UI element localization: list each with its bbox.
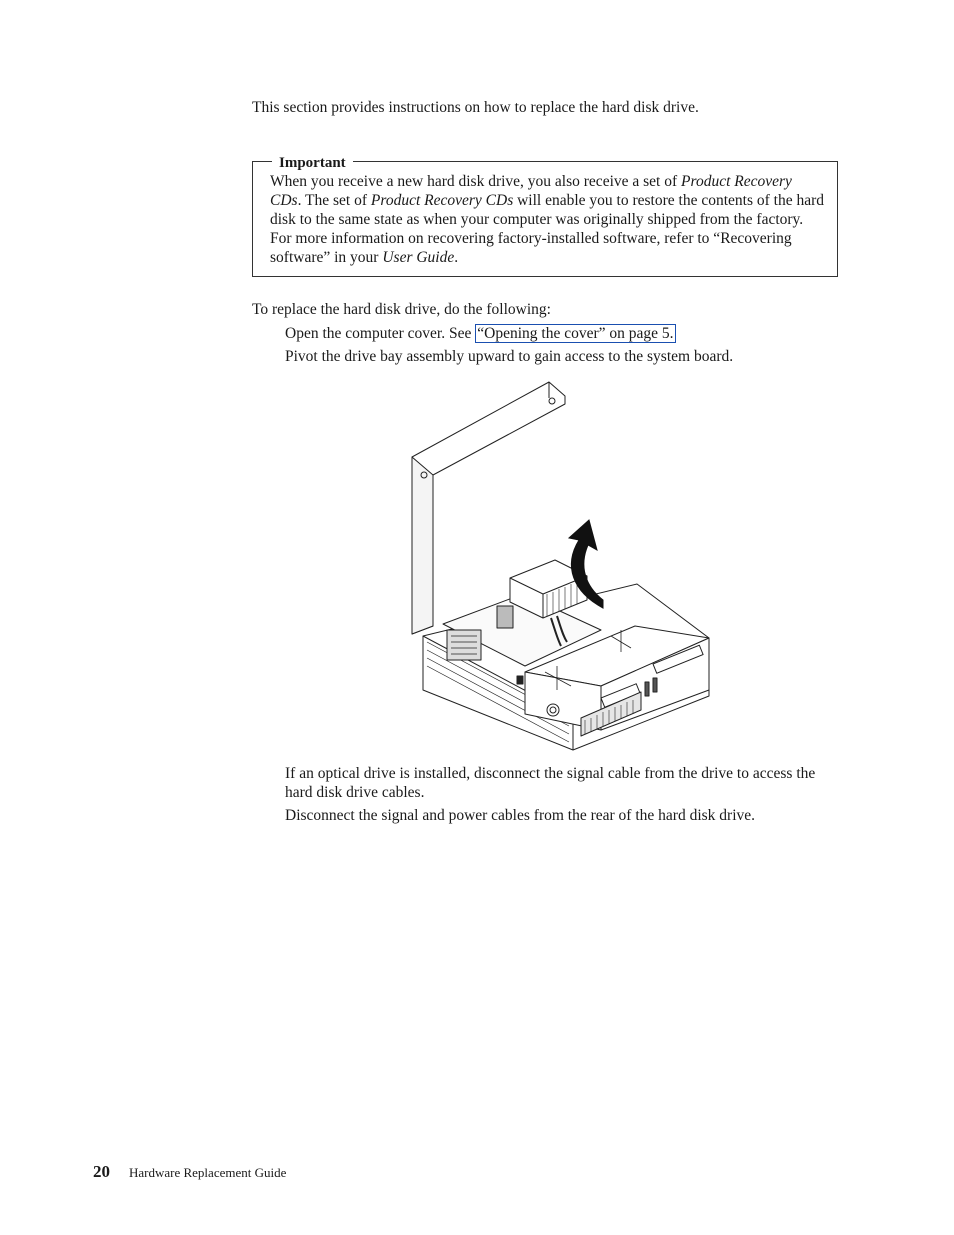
step-2: Pivot the drive bay assembly upward to gain access to the system board. — [285, 348, 734, 365]
step-1-text: Open the computer cover. See — [285, 325, 476, 342]
page-number: 20 — [93, 1162, 110, 1181]
steps-lead-in: To replace the hard disk drive, do the following: — [252, 301, 551, 318]
important-italic-3: User Guide — [382, 249, 455, 266]
step-3: If an optical drive is installed, disconnect the signal cable from the drive to access the hard disk drive cables. — [285, 765, 816, 801]
drive-bay-pivot-illustration — [405, 380, 715, 752]
step-4: Disconnect the signal and power cables from the rear of the hard disk drive. — [285, 807, 756, 824]
opening-cover-link[interactable]: “Opening the cover” on page 5. — [477, 325, 674, 342]
important-text-1: When you receive a new hard disk drive, you also receive a set of — [270, 173, 682, 190]
book-title: Hardware Replacement Guide — [129, 1165, 287, 1180]
important-text-3: will enable you to restore the contents of the hard disk to the same state as when your computer was originally shipped from the factory. For more information on recovering factory-installed software, refer to “Recovering software” in your — [270, 192, 824, 266]
important-notice-body — [270, 172, 826, 267]
intro-paragraph: This section provides instructions on how to replace the hard disk drive. — [252, 99, 699, 116]
step-1 — [285, 324, 845, 343]
important-italic-1: Product Recovery CDs — [270, 173, 792, 209]
important-italic-2: Product Recovery CDs — [370, 192, 514, 209]
important-text-2: . The set of — [297, 192, 371, 209]
important-text-4: . — [454, 249, 459, 266]
important-notice-title: Important — [272, 154, 353, 173]
